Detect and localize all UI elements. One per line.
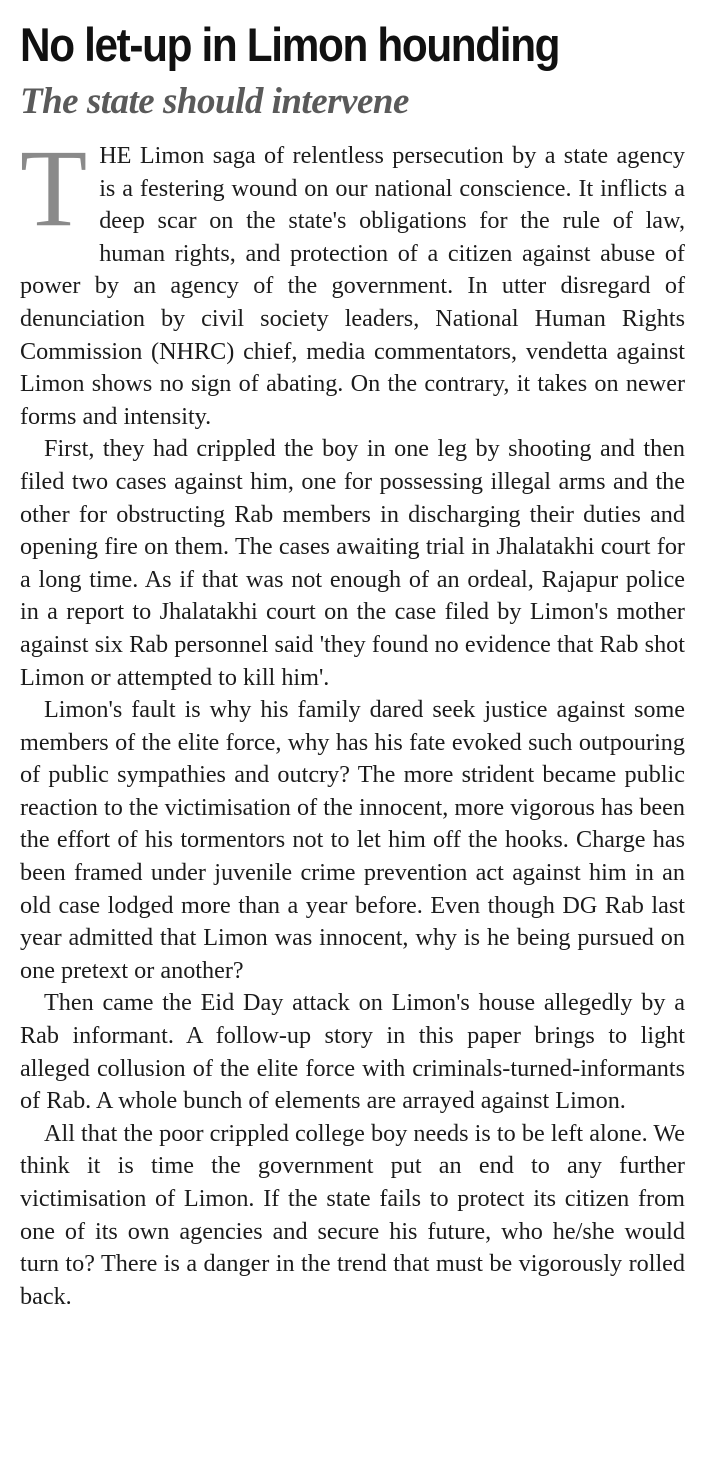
article-body — [20, 127, 685, 1313]
paragraph-4: Then came the Eid Day attack on Limon's house allegedly by a Rab informant. A follow-up story in this paper brings to light alleged collusion of the elite force with criminals-turned-informants of Rab. A whole bunch of elements are arrayed against Limon. — [20, 989, 685, 1115]
paragraph-3: Limon's fault is why his family dared seek justice against some members of the elite force, why has his fate evoked such outpouring of public sympathies and outcry? The more strident became public reaction to the victimisation of the innocent, more vigorous has been the effort of his tormentors not to let him off the hooks. Charge has been framed under juvenile crime prevention act against him in an old case lodged more than a year before. Even though DG Rab last year admitted that Limon was innocent, why is he being pursued on one pretext or another? — [20, 696, 685, 984]
editorial-article — [20, 14, 685, 1313]
subheadline: The state should intervene — [20, 81, 409, 122]
paragraph-1 — [20, 127, 685, 433]
paragraph-5: All that the poor crippled college boy needs is to be left alone. We think it is time the government put an end to any further victimisation of Limon. If the state fails to protect its citizen from one of its own agencies and secure his future, who he/she would turn to? There is a danger in the trend that must be vigorously rolled back. — [20, 1119, 685, 1310]
headline: No let-up in Limon hounding — [20, 18, 560, 71]
drop-cap: T — [20, 127, 88, 249]
paragraph-2: First, they had crippled the boy in one leg by shooting and then filed two cases against him, one for possessing illegal arms and the other for obstructing Rab members in discharging their duties and opening fire on them. The cases awaiting trial in Jhalatakhi court for a long time. As if that was not enough of an ordeal, Rajapur police in a report to Jhalatakhi court on the case filed by Limon's mother against six Rab personnel said 'they found no evidence that Rab shot Limon or attempted to kill him'. — [20, 435, 685, 691]
paragraph-1-text: HE Limon saga of relentless persecution by a state agency is a festering wound on our national conscience. It inflicts a deep scar on the state's obligations for the rule of law, human rights, and protection of a citizen against abuse of power by an agency of the government. In utter disregard of denunciation by civil society leaders, National Human Rights Commission (NHRC) chief, media commentators, vendetta against Limon shows no sign of abating. On the contrary, it takes on newer forms and intensity. — [20, 142, 685, 430]
